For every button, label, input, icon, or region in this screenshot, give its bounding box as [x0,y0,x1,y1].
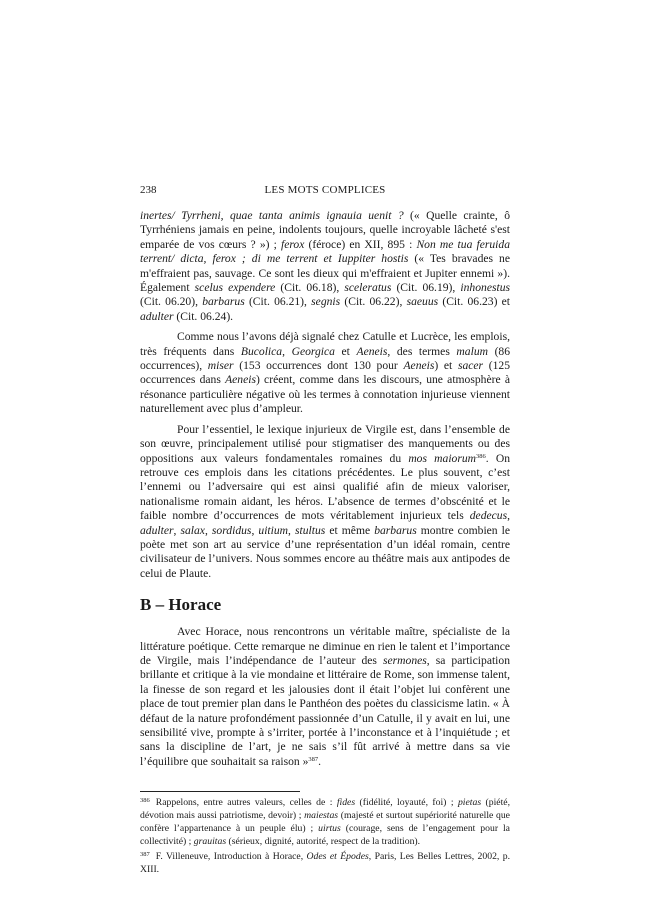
text-run: (125 occurrences dans [140,359,511,387]
italic-text: uirtus [318,823,341,835]
italic-text: grauitas [193,836,227,848]
italic-text: sordidus [211,523,252,537]
page-number: 238 [140,184,157,196]
text-run: (Cit. 06.23) et [438,295,511,309]
italic-text: saeuus [406,295,439,309]
text-run: (Cit. 06.18), [275,281,345,295]
text-run: (Cit. 06.22), [340,295,407,309]
italic-text: salax [180,523,205,537]
footnote-separator [140,791,300,792]
paragraph-virgil-lexique [140,423,510,581]
text-run: Comme nous l’avons déjà signalé chez Catulle et Lucrèce, les emplois, très fréquents dans [140,330,510,358]
italic-text: malum [456,344,488,358]
italic-text: miser [207,359,234,373]
text-run: . [318,754,322,768]
footnote-386 [140,794,510,848]
paragraph-virgil-emplois [140,330,510,416]
italic-text: adulter [140,309,174,323]
italic-text: dedecus [469,509,508,523]
text-run: montre combien le poète met son art au service d’une représentation d’un idéal romain, centre civilisateur de l’univers. Nous sommes encore au théâtre mais aux antipodes de celui de Plaute. [140,523,511,580]
text-run: , des termes [387,344,457,358]
text-run: . On retrouve ces emplois dans les citations précédentes. Le plus souvent, c’est l’ennemi ou l’adversaire qui est ainsi qualifié afin de mieux valoriser, nationalisme romain aidant, les héros. L’absence de termes d’obscénité et le faible nombre d’occurrences de mots véritablement injurieux tels [140,451,511,523]
page-column [140,0,510,916]
text-run: F. Villeneuve, Introduction à Horace, [155,851,307,863]
text-run: (sérieux, dignité, autorité, respect de la tradition). [226,836,421,848]
paragraph-continuation [140,209,510,324]
text-run: (86 occurrences), [140,344,511,373]
text-run: (Cit. 06.20), [140,295,203,309]
footnote-387 [140,848,510,876]
italic-text: pietas [457,797,482,809]
italic-text: barbarus [202,295,245,309]
italic-text: sceleratus [344,281,392,295]
italic-text: Non me tua feruida terrent/ dicta, ferox ; di me terrent et Iuppiter hostis [140,237,510,266]
italic-text: mos maiorum [408,451,477,465]
text-run: , Paris, Les Belles Lettres, 2002, p. XIII. [140,851,510,876]
italic-text: barbarus [374,523,417,537]
text-run: , [282,344,292,358]
text-run: , sa participation brillante et critique à la vie mondaine et littéraire de Rome, son immense talent, la finesse de son regard et les jalousies dont il était l’objet lui confèrent une place de tout premier plan dans le Panthéon des poètes du classicisme latin. « À défaut de la nature profondément passionnée d’un Catulle, il y avait en lui, une sensibilité vive, prompte à s’irriter, portée à l’inconstance et à l’inquiétude ; et sans la discipline de l’art, je ne sais s’il fût arrivé à mettre dans sa vie l’équilibre que souhaitait sa raison » [140,653,511,768]
text-run: , [251,523,259,537]
paragraph-horace [140,625,510,769]
italic-text: Bucolica [240,344,283,358]
italic-text: segnis [311,295,341,309]
running-header [140,183,510,197]
text-run: (Cit. 06.24). [173,309,234,323]
text-run: et même [325,523,375,537]
italic-text: fides [336,797,356,809]
italic-text: Aeneis [225,373,256,387]
footnote-number: 386 [140,797,150,805]
text-run: (piété, dévotion mais aussi patriotisme, devoir) ; [140,797,510,822]
italic-text: adulter [140,523,174,537]
section-heading: B – Horace [140,595,222,615]
footnote-number: 387 [140,851,150,859]
italic-text: sermones [382,653,427,667]
italic-text: uitium [258,523,289,537]
text-run: Pour l’essentiel, le lexique injurieux de Virgile est, dans l’ensemble de son œuvre, principalement utilisé pour stigmatiser des manquements ou des oppositions aux valeurs fondamentales romaines du [140,422,510,465]
text-run: (Cit. 06.19), [391,281,461,295]
text-run: Rappelons, entre autres valeurs, celles de : [155,797,337,809]
italic-text: Georgica [291,344,335,358]
italic-text: Odes et Épodes [306,851,369,863]
text-run: ) créent, comme dans les discours, une atmosphère à résonance particulière négative où les termes à connotation injurieuse viennent naturellement avec plus d’ampleur. [140,373,510,416]
italic-text: sacer [457,359,484,373]
italic-text: inertes/ Tyrrheni, quae tanta animis ignauia uenit ? [140,209,404,222]
italic-text: stultus [295,523,326,537]
footnote-reference[interactable]: 386 [476,452,486,460]
running-title: LES MOTS COMPLICES [264,184,386,196]
text-run: et [334,344,357,358]
text-run: (courage, sens de l’engagement pour la collectivité) ; [140,823,510,848]
italic-text: ferox [280,237,305,251]
italic-text: maiestas [304,810,339,822]
text-run: (« Tes bravades ne m'effraient pas, sauvage. Ce sont les dieux qui m'effraient et Jupiter ennemi »). Également [140,252,510,295]
text-run: (féroce) en XII, 895 : [304,237,417,251]
text-run: , [173,523,181,537]
text-run: (majesté et surtout supériorité naturelle que confère l’appartenance à un peuple élu) ; [140,810,510,835]
footnote-reference[interactable]: 387 [308,755,319,763]
italic-text: inhonestus [460,281,511,295]
text-run: , [507,509,510,523]
text-run: , [288,523,296,537]
text-run: (« Quelle crainte, ô Tyrrhéniens jamais en peine, indolents toujours, quelle incroyable lâcheté s'est emparée de vos cœurs ? ») ; [140,209,511,251]
italic-text: Aeneis [403,359,435,373]
text-run: (fidélité, loyauté, foi) ; [355,797,458,809]
text-run: , [204,523,212,537]
text-run: Avec Horace, nous rencontrons un véritable maître, spécialiste de la littérature poétique. Cette remarque ne diminue en rien le talent et l’importance de Virgile, mais l’indépendance de l’auteur des [140,625,510,667]
italic-text: Aeneis [356,344,388,358]
italic-text: scelus expendere [194,281,276,295]
text-run: ) et [434,359,458,373]
text-run: (153 occurrences dont 130 pour [233,359,404,373]
text-run: (Cit. 06.21), [244,295,312,309]
